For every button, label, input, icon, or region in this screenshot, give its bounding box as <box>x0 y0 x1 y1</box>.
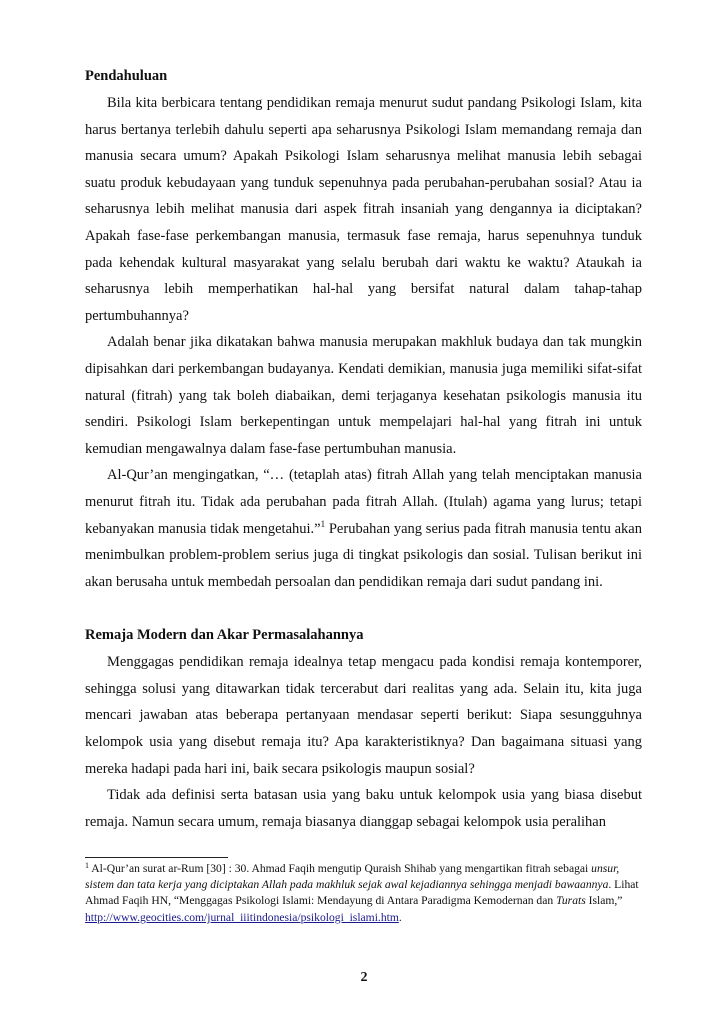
footnote-reference[interactable]: 1 <box>320 518 326 529</box>
paragraph-text: Al-Qur’an mengingatkan, “… (tetaplah atas) fitrah Allah yang telah menciptakan manusia menurut fitrah itu. Tidak ada perubahan pada fitrah Allah. (Itulah) agama yang lurus; tetapi kebanyakan manusia tidak mengetahui.” <box>85 467 642 537</box>
section-gap <box>85 595 642 621</box>
footnote-italic-text: Turats <box>556 894 586 908</box>
paragraph: Tidak ada definisi serta batasan usia yang baku untuk kelompok usia yang biasa disebut remaja. Namun secara umum, remaja biasanya dianggap sebagai kelompok usia peralihan <box>85 787 642 830</box>
footnote-mark: 1 <box>85 861 89 870</box>
footnote-italic-text: unsur, sistem dan tata kerja yang diciptakan Allah pada makhluk sejak awal kejadiannya sehingga menjadi bawaannya <box>85 862 620 892</box>
paragraph: Menggagas pendidikan remaja idealnya tetap mengacu pada kondisi remaja kontemporer, sehingga solusi yang ditawarkan tidak tercerabut dari realitas yang ada. Selain itu, kita juga mencari jawaban atas beberapa pertanyaan mendasar seperti berikut: Siapa sesungguhnya kelompok usia yang disebut remaja itu? Apa karakteristiknya? Dan bagaimana situasi yang mereka hadapi pada hari ini, baik secara psikologis maupun sosial? <box>85 654 642 777</box>
footnote-text: . <box>398 910 402 924</box>
footnote-text: Islam,” <box>585 894 623 908</box>
body-text <box>85 62 642 835</box>
footnote-text: Al-Qur’an surat ar-Rum [30] : 30. Ahmad Faqih mengutip Quraish Shihab yang mengartikan fitrah sebagai <box>89 862 592 875</box>
paragraph-with-footnote-ref <box>85 462 642 595</box>
paragraph: Adalah benar jika dikatakan bahwa manusia merupakan makhluk budaya dan tak mungkin dipisahkan dari perkembangan budayanya. Kendati demikian, manusia juga memiliki sifat-sifat natural (fitrah) yang tak boleh diabaikan, demi terjaganya kesehatan psikologis manusia itu sendiri. Psikologi Islam berkepentingan untuk mempelajari hal-hal yang fitrah ini untuk kemudian mengawalnya dalam fase-fase pertumbuhan manusia. <box>85 334 642 457</box>
footnote-text: . Lihat Ahmad Faqih HN, “Menggagas Psikologi Islami: Mendayung di Antara Paradigma Kemodernan dan <box>85 878 639 908</box>
section-heading-remaja-modern: Remaja Modern dan Akar Permasalahannya <box>85 627 364 644</box>
footnote-link[interactable]: http://www.geocities.com/jurnal_iiitindonesia/psikologi_islami.htm <box>85 910 399 924</box>
footnote-separator <box>85 857 228 858</box>
section-heading-pendahuluan: Pendahuluan <box>85 68 168 84</box>
paragraph-text: Perubahan yang serius pada fitrah manusia tentu akan menimbulkan problem-problem serius juga di tingkat psikologis dan sosial. Tulisan berikut ini akan berusaha untuk membedah persoalan dan pendidikan remaja dari sudut pandang ini. <box>85 520 642 590</box>
footnote <box>85 861 642 926</box>
paragraph: Bila kita berbicara tentang pendidikan remaja menurut sudut pandang Psikologi Islam, kita harus bertanya terlebih dahulu seperti apa seharusnya Psikologi Islam memandang remaja dan manusia secara umum? Apakah Psikologi Islam seharusnya melihat manusia lebih sebagai suatu produk kebudayaan yang tunduk sepenuhnya pada perubahan-perubahan sosial? Atau ia seharusnya lebih melihat manusia dari aspek fitrah insaniah yang dengannya ia diciptakan? Apakah fase-fase perkembangan manusia, termasuk fase remaja, harus sepenuhnya tunduk pada kehendak kultural masyarakat yang selalu berubah dari waktu ke waktu? Ataukah ia seharusnya lebih memperhatikan hal-hal yang bersifat natural dalam tahap-tahap pertumbuhannya? <box>85 95 642 324</box>
page-number: 2 <box>360 970 368 985</box>
